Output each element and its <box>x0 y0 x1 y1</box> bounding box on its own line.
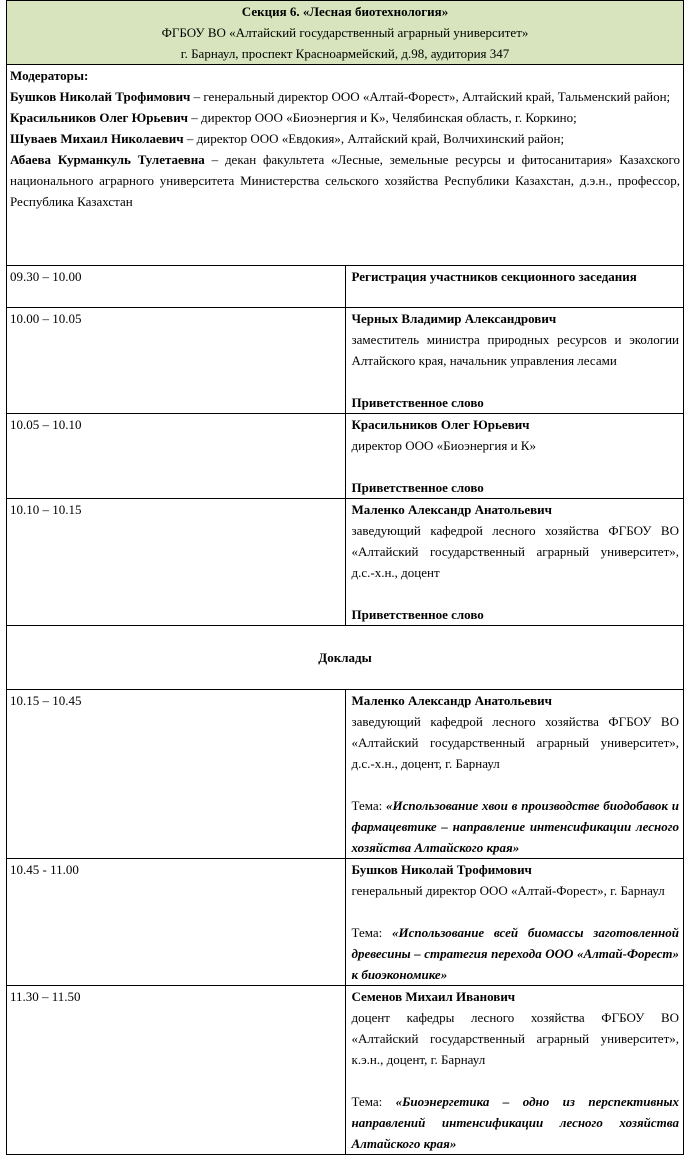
spacer <box>352 1070 680 1091</box>
topic-label: Тема: <box>351 925 392 940</box>
moderator-item <box>10 107 680 128</box>
topic-title: «Использование хвои в производстве биодобавок и фармацевтике – направление интенсификации лесного хозяйства Алтайского края» <box>351 798 679 855</box>
spacer <box>352 371 680 392</box>
time-cell: 10.10 – 10.15 <box>7 499 346 626</box>
section-title: Секция 6. «Лесная биотехнология» <box>241 4 449 19</box>
topic-label: Тема: <box>351 798 387 813</box>
report-topic <box>352 922 680 985</box>
schedule-row <box>7 414 684 499</box>
report-topic <box>352 795 680 858</box>
topic-title: «Биоэнергетика – одно из перспективных направлений интенсификации лесного хозяйства Алтайского края» <box>351 1094 679 1151</box>
section-address: г. Барнаул, проспект Красноармейский, д.98, аудитория 347 <box>180 46 510 61</box>
moderator-name: Шуваев Михаил Николаевич <box>10 131 184 146</box>
report-cell <box>345 986 684 1155</box>
spacer <box>352 774 680 795</box>
moderator-item <box>10 86 680 107</box>
report-topic <box>352 1091 680 1154</box>
speaker-desc: заведующий кафедрой лесного хозяйства ФГБОУ ВО «Алтайский государственный аграрный университет», д.с.-х.н., доцент, г. Барнаул <box>351 714 679 771</box>
reports-heading: Доклады <box>7 626 684 690</box>
speaker-desc: директор ООО «Биоэнергия и К» <box>351 438 536 453</box>
speaker-name: Красильников Олег Юрьевич <box>351 417 530 432</box>
schedule-row <box>7 308 684 414</box>
speaker-desc: генеральный директор ООО «Алтай-Форест», г. Барнаул <box>351 883 665 898</box>
moderators-row <box>7 65 684 266</box>
moderator-name: Абаева Курманкуль Тулетаевна <box>10 152 205 167</box>
moderators-label: Модераторы: <box>10 68 89 83</box>
time-cell: 10.05 – 10.10 <box>7 414 346 499</box>
spacer <box>352 901 680 922</box>
reports-heading-row <box>7 626 684 690</box>
speaker-name: Семенов Михаил Иванович <box>351 989 516 1004</box>
registration-title: Регистрация участников секционного заседания <box>345 266 684 308</box>
report-row <box>7 986 684 1155</box>
speaker-note: Приветственное слово <box>351 395 484 410</box>
report-cell <box>345 859 684 986</box>
moderator-name: Красильников Олег Юрьевич <box>10 110 189 125</box>
program-table <box>6 0 684 1155</box>
moderator-desc: – директор ООО «Евдокия», Алтайский край, Волчихинский район; <box>183 131 565 146</box>
section-header-row <box>7 1 684 65</box>
speaker-desc: заведующий кафедрой лесного хозяйства ФГБОУ ВО «Алтайский государственный аграрный университет», д.с.-х.н., доцент <box>351 523 679 580</box>
time-cell: 09.30 – 10.00 <box>7 266 346 308</box>
speaker-name: Маленко Александр Анатольевич <box>351 693 552 708</box>
spacer <box>352 456 680 477</box>
section-header <box>7 1 684 65</box>
time-cell: 11.30 – 11.50 <box>7 986 346 1155</box>
report-row <box>7 859 684 986</box>
schedule-row <box>7 266 684 308</box>
moderator-desc: – декан факультета «Лесные, земельные ресурсы и фитосанитария» Казахского национального аграрного университета Министерства сельского хозяйства Республики Казахстан, д.э.н., профессор, Республика Казахстан <box>10 152 680 209</box>
speaker-name: Маленко Александр Анатольевич <box>351 502 552 517</box>
topic-title: «Использование всей биомассы заготовленной древесины – стратегия перехода ООО «Алтай-Форест» к биоэкономике» <box>351 925 679 982</box>
report-cell <box>345 690 684 859</box>
speaker-name: Черных Владимир Александрович <box>351 311 557 326</box>
speaker-note: Приветственное слово <box>351 480 484 495</box>
time-cell: 10.45 - 11.00 <box>7 859 346 986</box>
speaker-note: Приветственное слово <box>351 607 484 622</box>
time-cell: 10.00 – 10.05 <box>7 308 346 414</box>
section-organization: ФГБОУ ВО «Алтайский государственный аграрный университет» <box>161 25 529 40</box>
moderator-item <box>10 128 680 149</box>
report-row <box>7 690 684 859</box>
speaker-desc: заместитель министра природных ресурсов и экологии Алтайского края, начальник управления лесами <box>351 332 679 368</box>
speaker-desc: доцент кафедры лесного хозяйства ФГБОУ ВО «Алтайский государственный аграрный университет», к.э.н., доцент, г. Барнаул <box>351 1010 679 1067</box>
speaker-cell <box>345 308 684 414</box>
topic-label: Тема: <box>351 1094 396 1109</box>
program-document <box>6 0 684 1155</box>
speaker-name: Бушков Николай Трофимович <box>351 862 532 877</box>
moderators-cell <box>7 65 684 266</box>
speaker-cell <box>345 414 684 499</box>
speaker-cell <box>345 499 684 626</box>
spacer <box>352 583 680 604</box>
moderator-name: Бушков Николай Трофимович <box>10 89 191 104</box>
moderator-desc: – директор ООО «Биоэнергия и К», Челябинская область, г. Коркино; <box>188 110 577 125</box>
schedule-row <box>7 499 684 626</box>
moderator-desc: – генеральный директор ООО «Алтай-Форест», Алтайский край, Тальменский район; <box>190 89 671 104</box>
moderator-item <box>10 149 680 212</box>
time-cell: 10.15 – 10.45 <box>7 690 346 859</box>
